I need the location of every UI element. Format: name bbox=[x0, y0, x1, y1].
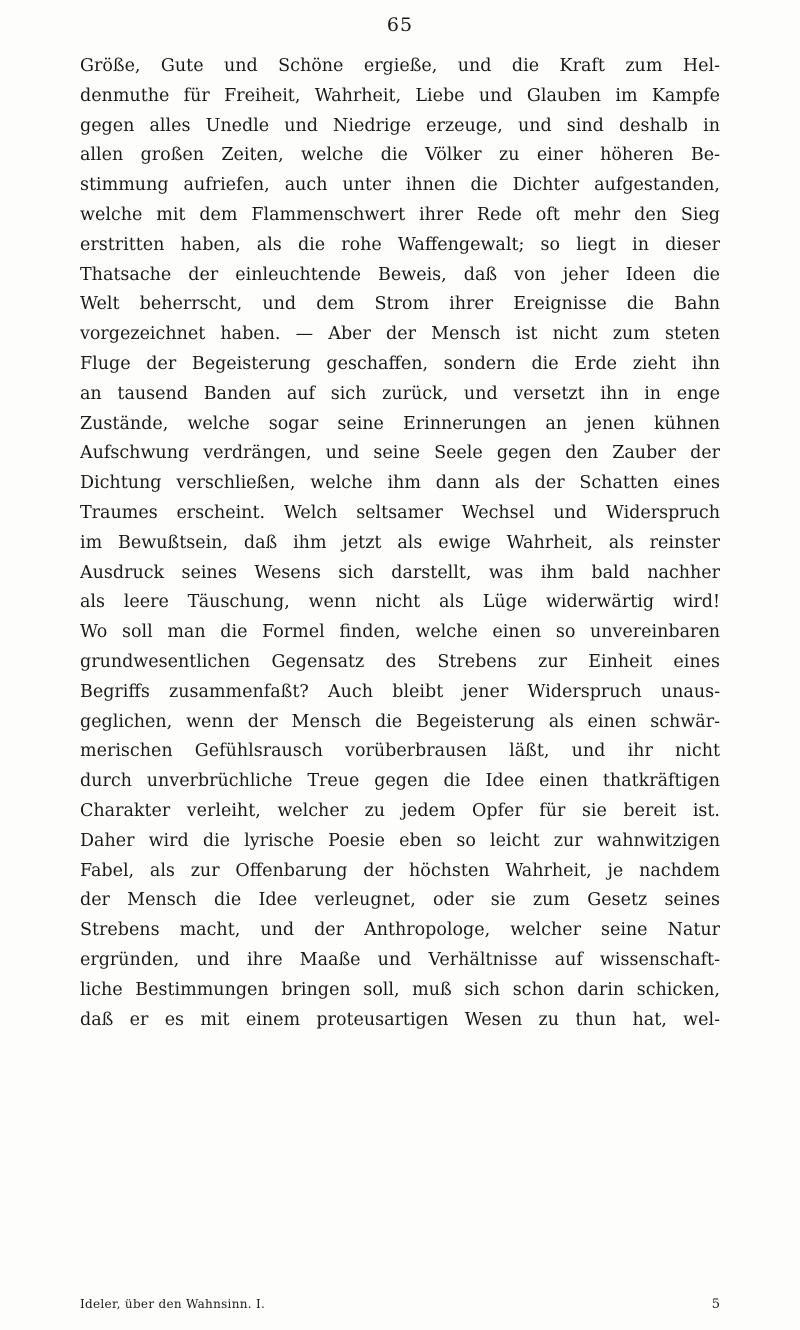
text-line: daß er es mit einem proteusartigen Wesen zu thun hat, wel- bbox=[80, 1009, 720, 1030]
text-line: Fabel, als zur Offenbarung der höchsten Wahrheit, je nachdem bbox=[80, 860, 720, 881]
text-line: im Bewußtsein, daß ihm jetzt als ewige Wahrheit, als reinster bbox=[80, 532, 720, 553]
text-line: Ausdruck seines Wesens sich darstellt, was ihm bald nachher bbox=[80, 562, 720, 583]
text-line: Zustände, welche sogar seine Erinnerungen an jenen kühnen bbox=[80, 413, 720, 434]
text-line: grundwesentlichen Gegensatz des Strebens zur Einheit eines bbox=[80, 651, 720, 672]
text-line: allen großen Zeiten, welche die Völker zu einer höheren Be- bbox=[80, 145, 720, 166]
text-line: Welt beherrscht, und dem Strom ihrer Ereignisse die Bahn bbox=[80, 294, 720, 315]
text-line: als leere Täuschung, wenn nicht als Lüge widerwärtig wird! bbox=[80, 592, 720, 613]
text-line: durch unverbrüchliche Treue gegen die Idee einen thatkräftigen bbox=[80, 771, 720, 792]
body-text bbox=[80, 52, 720, 1035]
text-line: Charakter verleiht, welcher zu jedem Opfer für sie bereit ist. bbox=[80, 800, 720, 821]
page-number: 65 bbox=[386, 14, 414, 36]
signature-line: Ideler, über den Wahnsinn. I. bbox=[80, 1297, 266, 1311]
text-line: Größe, Gute und Schöne ergieße, und die Kraft zum Hel- bbox=[80, 56, 720, 76]
text-line: liche Bestimmungen bringen soll, muß sich schon darin schicken, bbox=[80, 979, 720, 1000]
text-line: Thatsache der einleuchtende Beweis, daß von jeher Ideen die bbox=[80, 264, 720, 285]
text-line: Strebens macht, und der Anthropologe, welcher seine Natur bbox=[80, 920, 720, 941]
text-line: Aufschwung verdrängen, und seine Seele gegen den Zauber der bbox=[80, 443, 720, 464]
text-line: Traumes erscheint. Welch seltsamer Wechsel und Widerspruch bbox=[80, 502, 720, 523]
text-line: denmuthe für Freiheit, Wahrheit, Liebe und Glauben im Kampfe bbox=[80, 85, 720, 106]
page-footer bbox=[80, 1297, 720, 1317]
signature-mark: 5 bbox=[711, 1297, 720, 1312]
text-line: stimmung aufriefen, auch unter ihnen die Dichter aufgestanden, bbox=[80, 175, 720, 196]
text-line: ergründen, und ihre Maaße und Verhältnisse auf wissenschaft- bbox=[80, 949, 720, 970]
text-line: erstritten haben, als die rohe Waffengewalt; so liegt in dieser bbox=[80, 234, 720, 255]
text-line: merischen Gefühlsrausch vorüberbrausen läßt, und ihr nicht bbox=[80, 741, 720, 762]
text-line: Daher wird die lyrische Poesie eben so leicht zur wahnwitzigen bbox=[80, 830, 720, 851]
text-line: an tausend Banden auf sich zurück, und versetzt ihn in enge bbox=[80, 383, 720, 404]
text-line: der Mensch die Idee verleugnet, oder sie zum Gesetz seines bbox=[80, 890, 720, 911]
text-line: Begriffs zusammenfaßt? Auch bleibt jener Widerspruch unaus- bbox=[80, 681, 720, 702]
text-line: welche mit dem Flammenschwert ihrer Rede oft mehr den Sieg bbox=[80, 204, 720, 225]
text-line: gegen alles Unedle und Niedrige erzeuge, und sind deshalb in bbox=[80, 115, 720, 136]
text-line: Fluge der Begeisterung geschaffen, sondern die Erde zieht ihn bbox=[80, 353, 720, 374]
text-line: vorgezeichnet haben. — Aber der Mensch ist nicht zum steten bbox=[80, 324, 720, 345]
text-line: geglichen, wenn der Mensch die Begeisterung als einen schwär- bbox=[80, 711, 720, 732]
text-line: Dichtung verschließen, welche ihm dann als der Schatten eines bbox=[80, 473, 720, 494]
text-line: Wo soll man die Formel finden, welche einen so unvereinbaren bbox=[80, 622, 720, 643]
